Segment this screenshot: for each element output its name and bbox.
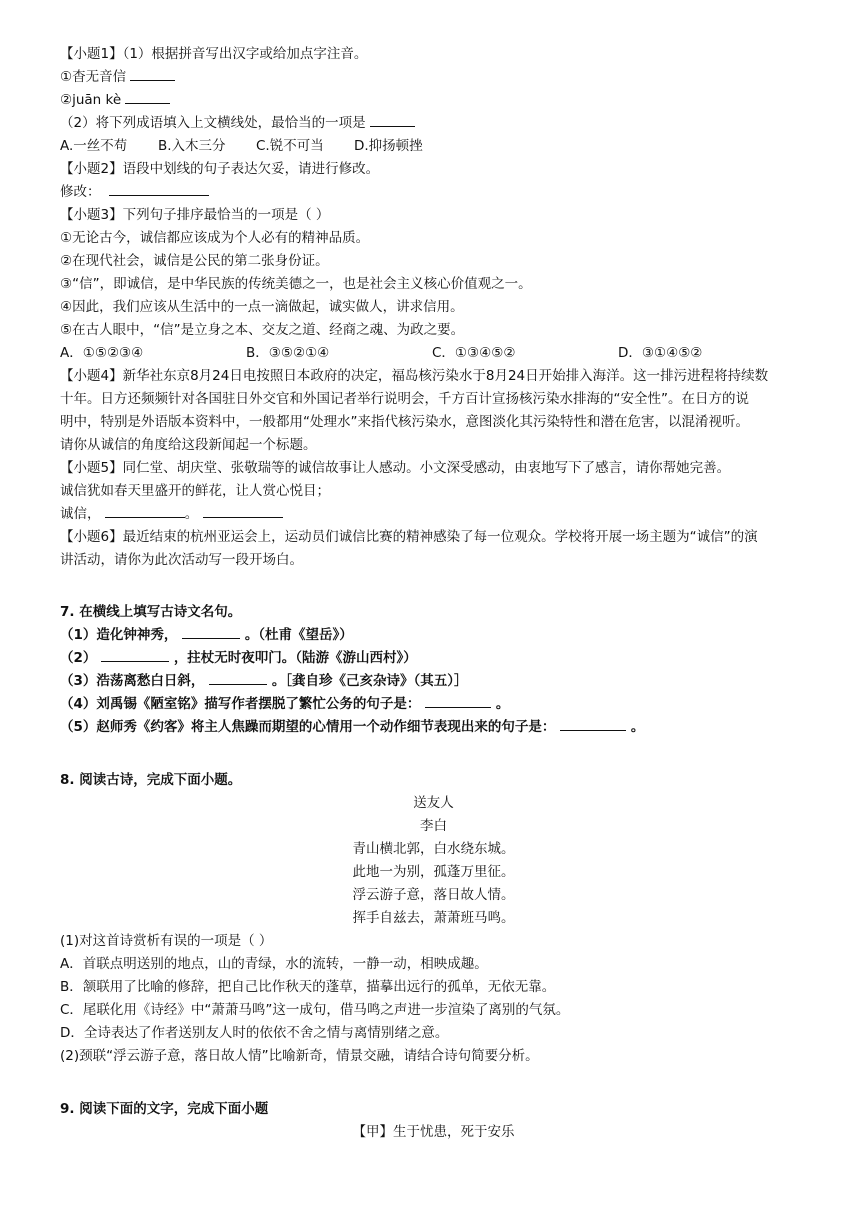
subq4-line-4: 请你从诚信的角度给这段新闻起一个标题。 bbox=[60, 437, 317, 453]
subq3-heading: 【小题3】下列句子排序最恰当的一项是（ ） bbox=[60, 207, 330, 223]
q8-subq2: (2)颈联“浮云游子意，落日故人情”比喻新奇，情景交融，请结合诗句简要分析。 bbox=[60, 1048, 539, 1064]
q8-option-b[interactable]: B．颔联用了比喻的修辞，把自己比作秋天的蓬草，描摹出远行的孤单，无依无靠。 bbox=[60, 979, 556, 995]
q7-item-3: （3）浩荡离愁白日斜， 。［龚自珍《己亥杂诗》（其五）］ bbox=[60, 673, 468, 689]
subq4-line-1: 【小题4】新华社东京8月24日电按照日本政府的决定，福岛核污染水于8月24日开始排入海洋。这一排污进程将持续数 bbox=[60, 368, 769, 384]
subq5-line-1: 【小题5】同仁堂、胡庆堂、张敬瑞等的诚信故事让人感动。小文深受感动，由衷地写下了感言，请你帮她完善。 bbox=[60, 460, 731, 476]
subq1-part2: （2）将下列成语填入上文横线处，最恰当的一项是 bbox=[60, 113, 415, 133]
q9-subtitle: 【甲】生于忧患，死于安乐 bbox=[352, 1124, 515, 1140]
subq1-item-b: ②juān kè bbox=[60, 90, 170, 110]
subq5-line-2: 诚信犹如春天里盛开的鲜花，让人赏心悦目； bbox=[60, 483, 330, 499]
option-a[interactable]: A．①⑤②③④ bbox=[60, 345, 144, 361]
q8-option-c[interactable]: C．尾联化用《诗经》中“萧萧马鸣”这一成句，借马鸣之声进一步渲染了离别的气氛。 bbox=[60, 1002, 570, 1018]
subq4-line-3: 明中，特别是外语版本资料中，一般都用“处理水”来指代核污染水，意图淡化其污染特性和潜在危害，以混淆视听。 bbox=[60, 414, 749, 430]
answer-blank[interactable] bbox=[101, 648, 169, 662]
answer-blank[interactable] bbox=[109, 182, 209, 196]
subq3-sentence-3: ③“信”，即诚信，是中华民族的传统美德之一，也是社会主义核心价值观之一。 bbox=[60, 276, 532, 292]
q8-option-a[interactable]: A．首联点明送别的地点，山的青绿，水的流转，一静一动，相映成趣。 bbox=[60, 956, 488, 972]
q7-item-2: （2） ，拄杖无时夜叩门。（陆游《游山西村》） bbox=[60, 650, 417, 666]
answer-blank[interactable] bbox=[425, 694, 491, 708]
answer-blank[interactable] bbox=[125, 90, 170, 104]
subq3-options bbox=[60, 343, 702, 363]
q7-item-4: （4）刘禹锡《陋室铭》描写作者摆脱了繁忙公务的句子是： 。 bbox=[60, 696, 510, 712]
subq3-sentence-4: ④因此，我们应该从生活中的一点一滴做起，诚实做人，讲求信用。 bbox=[60, 299, 464, 315]
answer-blank[interactable] bbox=[209, 671, 267, 685]
option-d[interactable]: D.抑扬顿挫 bbox=[354, 138, 423, 154]
subq6-line-1: 【小题6】最近结束的杭州亚运会上，运动员们诚信比赛的精神感染了每一位观众。学校将开展一场主题为“诚信”的演 bbox=[60, 529, 758, 545]
q7-item-5: （5）赵师秀《约客》将主人焦躁而期望的心情用一个动作细节表现出来的句子是： 。 bbox=[60, 719, 645, 735]
answer-blank[interactable] bbox=[203, 504, 283, 518]
answer-blank[interactable] bbox=[370, 113, 415, 127]
subq3-sentence-1: ①无论古今，诚信都应该成为个人必有的精神品质。 bbox=[60, 230, 370, 246]
q9-title: 9. 阅读下面的文字，完成下面小题 bbox=[60, 1101, 269, 1117]
option-b[interactable]: B．③⑤②①④ bbox=[246, 345, 330, 361]
subq2-edit: 修改： bbox=[60, 182, 209, 202]
subq1-heading: 【小题1】（1）根据拼音写出汉字或给加点字注音。 bbox=[60, 46, 368, 62]
poem-title: 送友人 bbox=[413, 795, 454, 811]
answer-blank[interactable] bbox=[130, 67, 175, 81]
poem-line: 浮云游子意，落日故人情。 bbox=[352, 887, 515, 903]
subq4-line-2: 十年。日方还频频针对各国驻日外交官和外国记者举行说明会，千方百计宣扬核污染水排海的“安全性”。在日方的说 bbox=[60, 391, 749, 407]
option-c[interactable]: C．①③④⑤② bbox=[432, 345, 516, 361]
poem-line: 挥手自兹去，萧萧班马鸣。 bbox=[352, 910, 515, 926]
subq5-line-3: 诚信， 。 bbox=[60, 504, 283, 524]
q8-option-d[interactable]: D．全诗表达了作者送别友人时的依依不舍之情与离情别绪之意。 bbox=[60, 1025, 449, 1041]
answer-blank[interactable] bbox=[105, 504, 185, 518]
q7-title: 7. 在横线上填写古诗文名句。 bbox=[60, 604, 242, 620]
poem-line: 青山横北郭，白水绕东城。 bbox=[352, 841, 515, 857]
option-b[interactable]: B.入木三分 bbox=[158, 138, 226, 154]
poem-line: 此地一为别，孤蓬万里征。 bbox=[352, 864, 515, 880]
subq6-line-2: 讲活动，请你为此次活动写一段开场白。 bbox=[60, 552, 303, 568]
answer-blank[interactable] bbox=[182, 625, 240, 639]
subq2-heading: 【小题2】语段中划线的句子表达欠妥，请进行修改。 bbox=[60, 161, 380, 177]
q8-title: 8. 阅读古诗，完成下面小题。 bbox=[60, 772, 242, 788]
option-d[interactable]: D．③①④⑤② bbox=[618, 345, 703, 361]
q7-item-1: （1）造化钟神秀， 。（杜甫《望岳》） bbox=[60, 627, 353, 643]
option-a[interactable]: A.一丝不苟 bbox=[60, 138, 128, 154]
poem-author: 李白 bbox=[420, 818, 447, 834]
q8-subq1: (1)对这首诗赏析有误的一项是（ ） bbox=[60, 933, 273, 949]
subq3-sentence-5: ⑤在古人眼中，“信”是立身之本、交友之道、经商之魂、为政之要。 bbox=[60, 322, 465, 338]
option-c[interactable]: C.锐不可当 bbox=[256, 138, 324, 154]
answer-blank[interactable] bbox=[560, 717, 626, 731]
subq3-sentence-2: ②在现代社会，诚信是公民的第二张身份证。 bbox=[60, 253, 329, 269]
subq1-options bbox=[60, 136, 423, 156]
subq1-item-a: ①杳无音信 bbox=[60, 67, 175, 87]
